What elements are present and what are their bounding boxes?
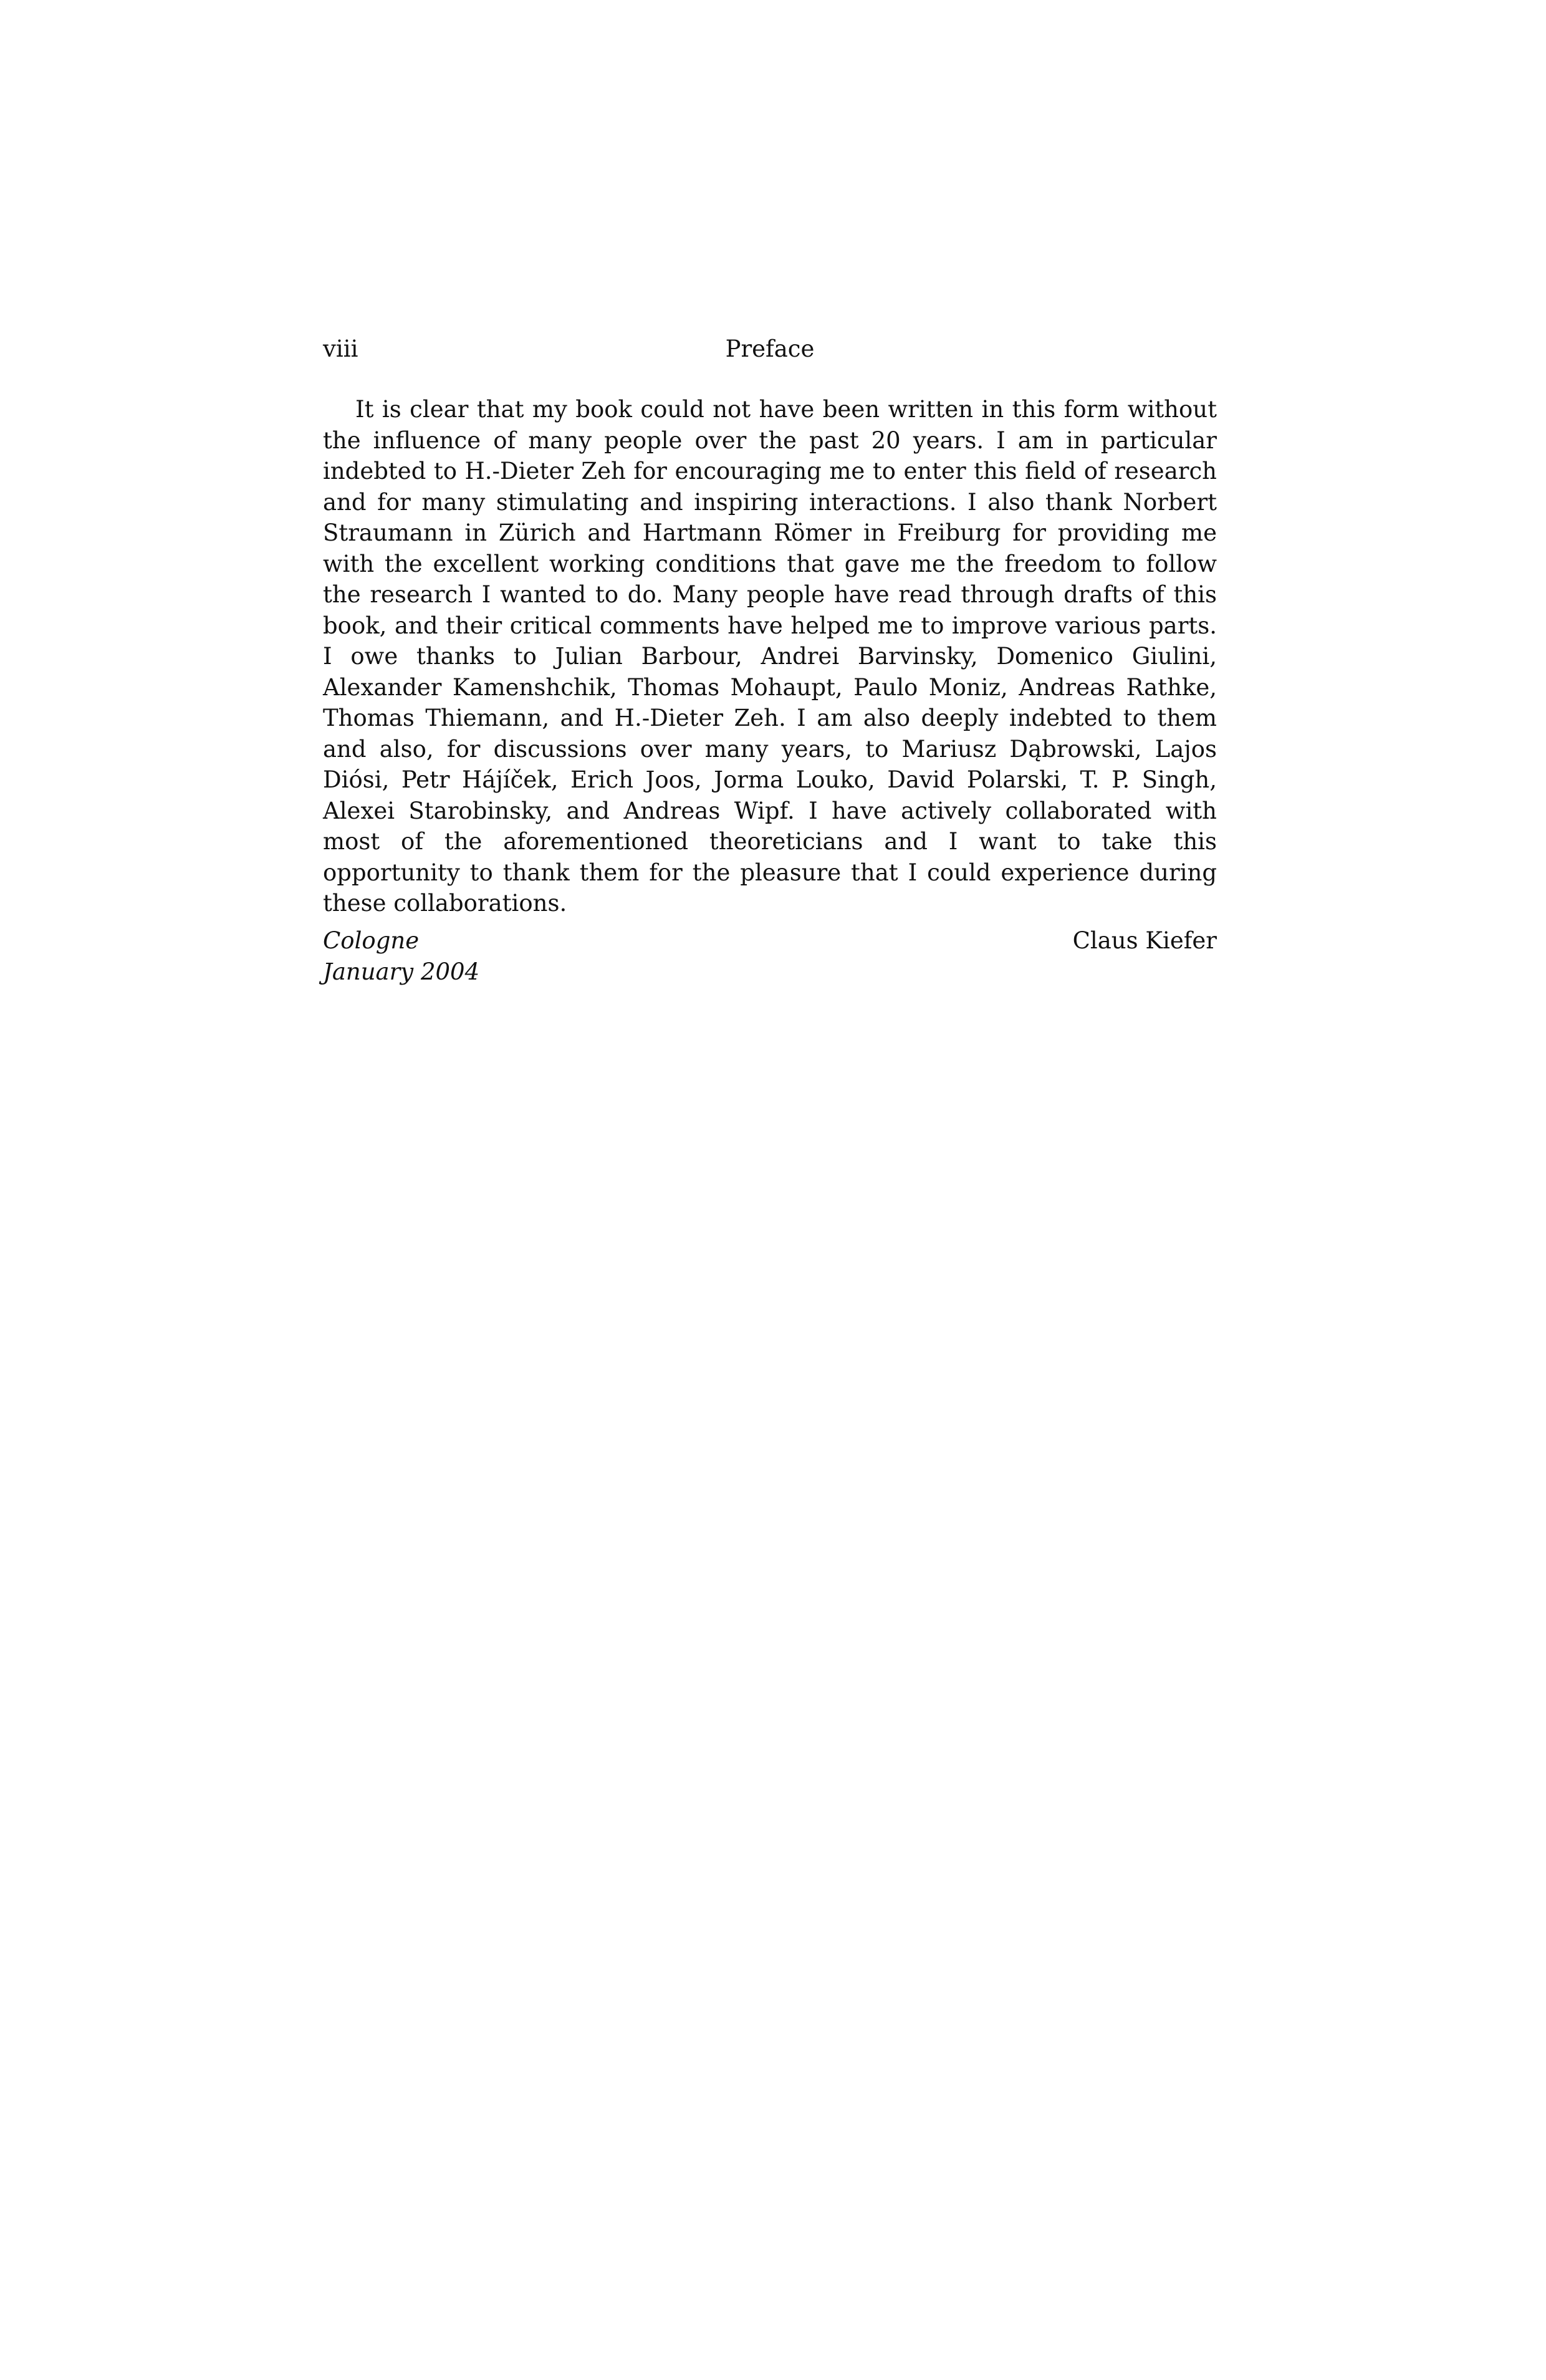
place: Cologne — [323, 927, 420, 954]
place-and-date — [323, 925, 479, 988]
preface-paragraph: It is clear that my book could not have been written in this form without the influence of many people over the past 20 years. I am in particular indebted to H.-Dieter Zeh for encouraging me to enter this field of research and for many stimulating and inspiring interactions. I also thank Norbert Straumann in Zürich and Hartmann Römer in Freiburg for providing me with the excellent working conditions that gave me the freedom to follow the research I wanted to do. Many people have read through drafts of this book, and their critical comments have helped me to improve various parts. I owe thanks to Julian Barbour, Andrei Barvinsky, Domenico Giulini, Alexander Kamenshchik, Thomas Mohaupt, Paulo Moniz, Andreas Rathke, Thomas Thiemann, and H.-Dieter Zeh. I am also deeply indebted to them and also, for discussions over many years, to Mariusz Dąbrowski, Lajos Diósi, Petr Hájíček, Erich Joos, Jorma Louko, David Polarski, T. P. Singh, Alexei Starobinsky, and Andreas Wipf. I have actively collaborated with most of the aforementioned theoreticians and I want to take this opportunity to thank them for the pleasure that I could experience during these collaborations. — [323, 396, 1217, 917]
page-number: viii — [323, 335, 358, 362]
running-title: Preface — [725, 335, 815, 362]
date: January 2004 — [323, 958, 480, 985]
running-head — [323, 330, 1217, 368]
author-signature: Claus Kiefer — [1072, 927, 1217, 954]
